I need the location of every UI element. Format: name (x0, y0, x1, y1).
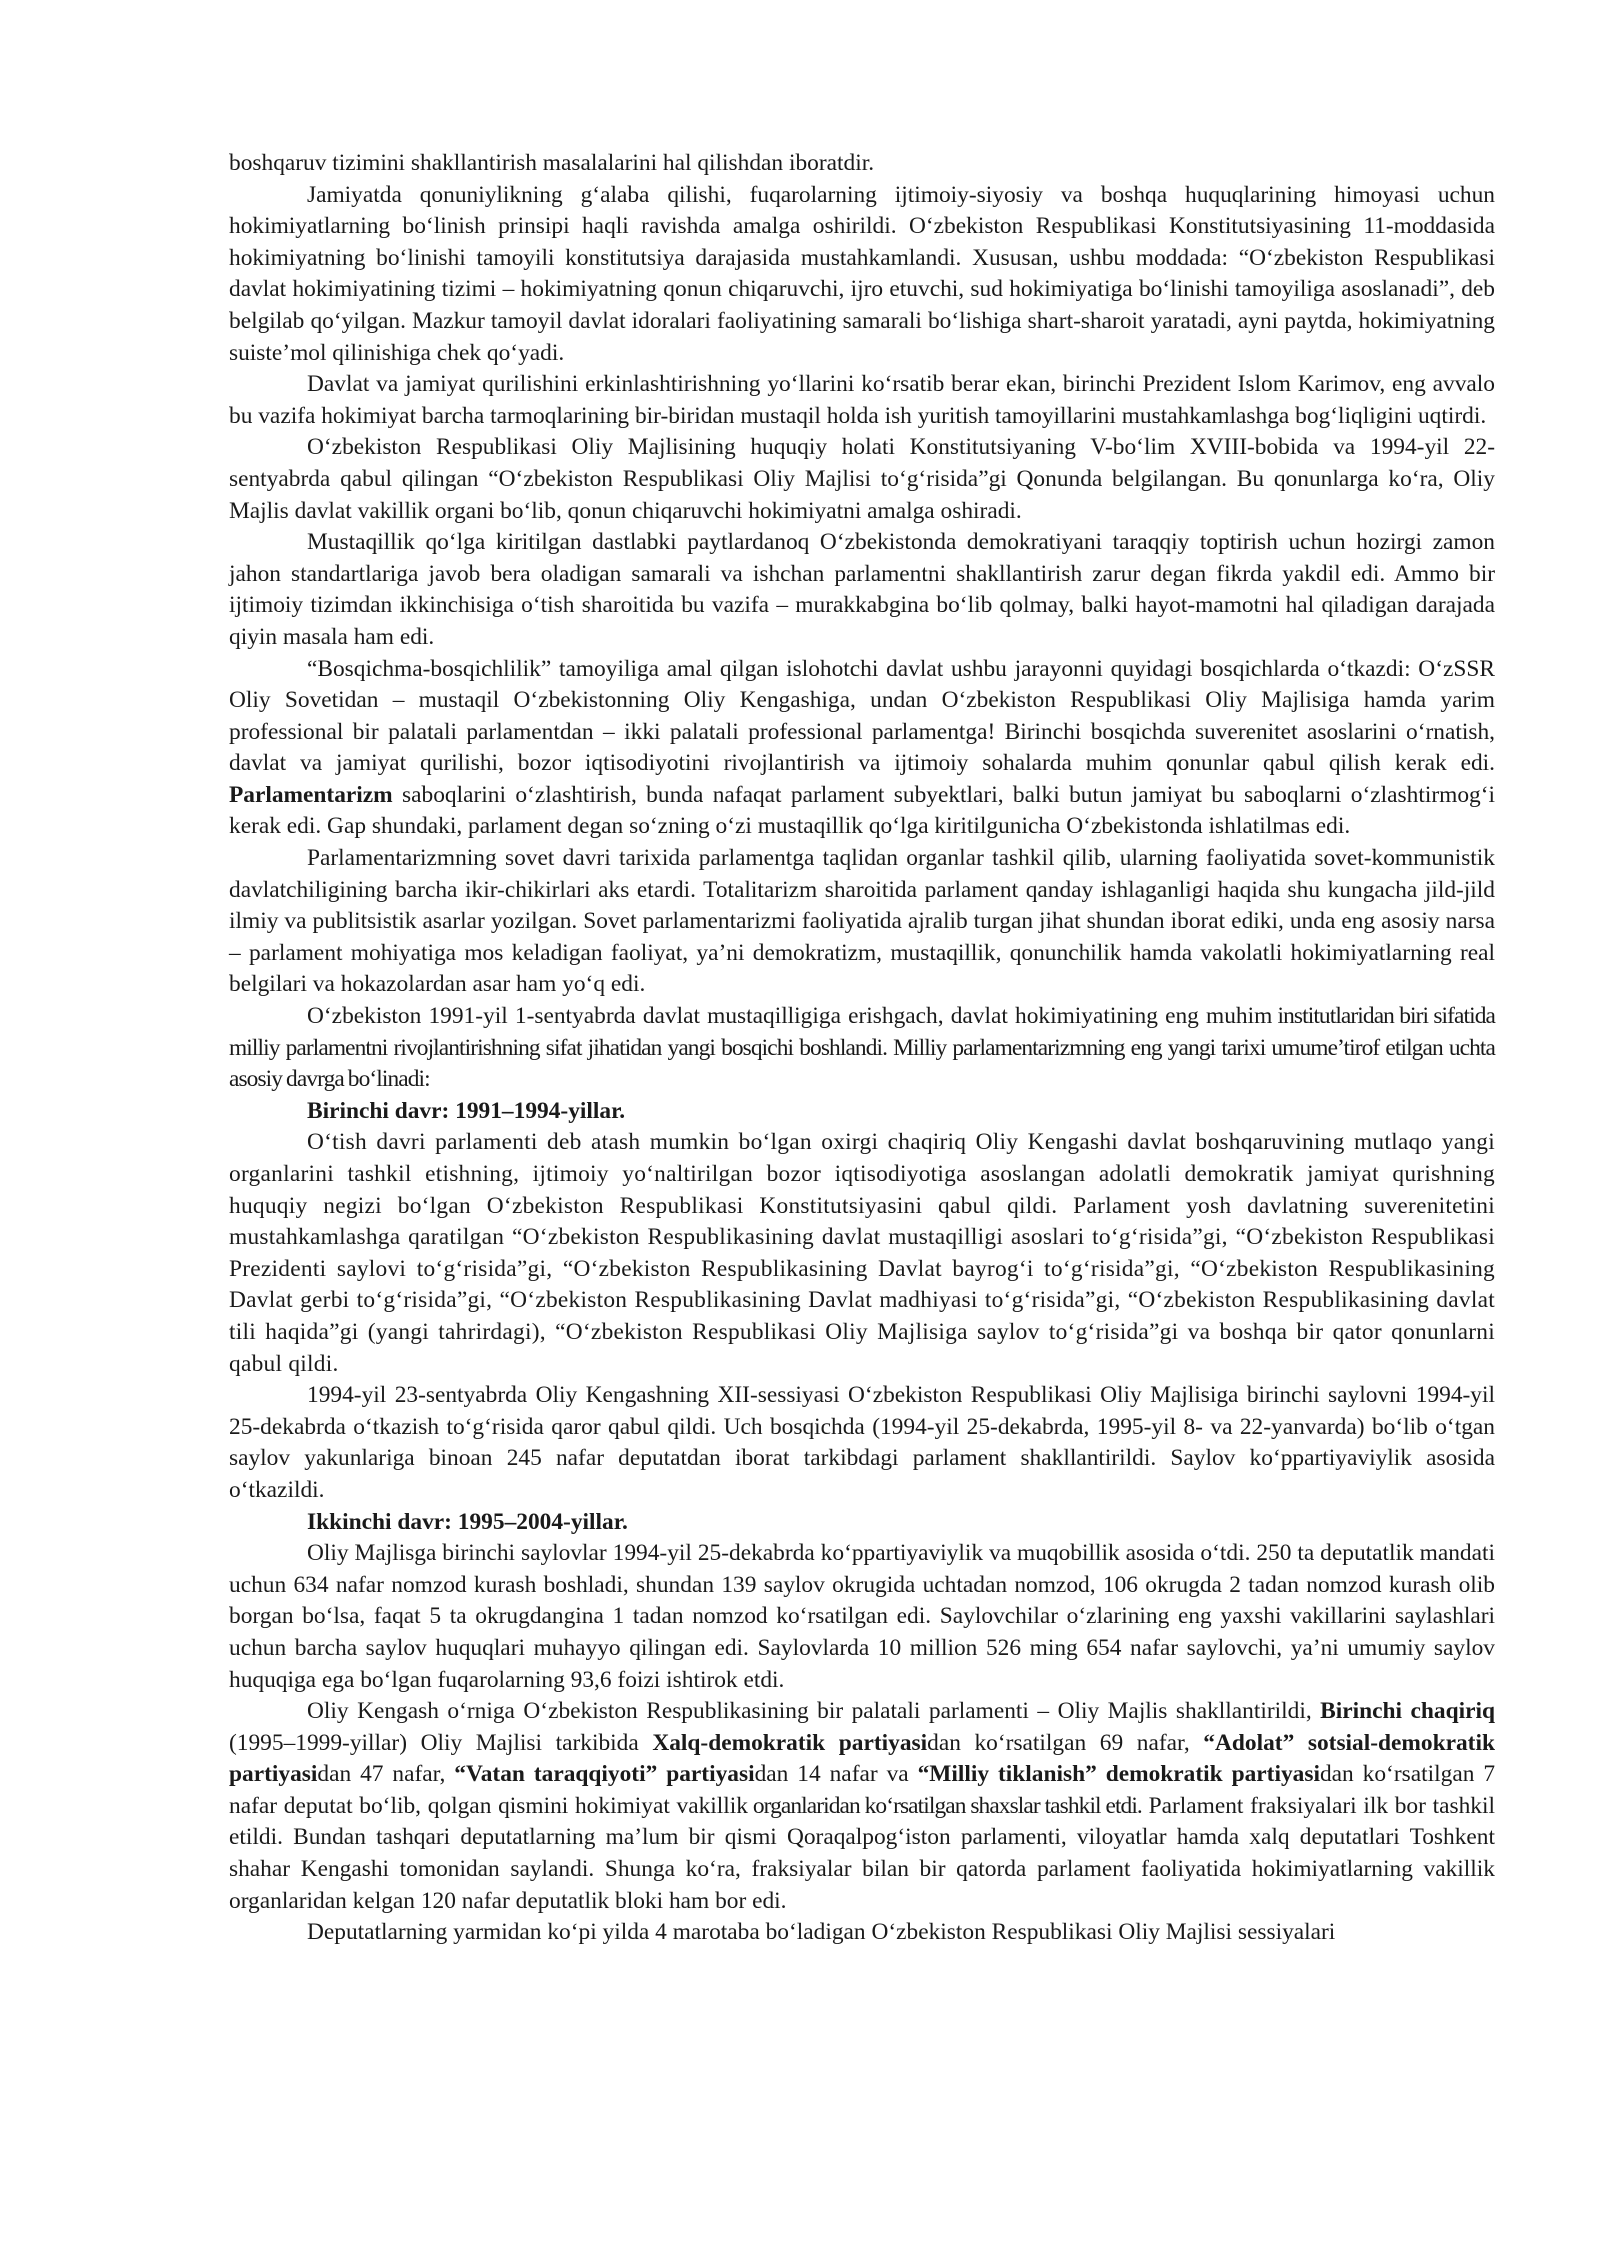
heading-first-period: Birinchi davr: 1991–1994-yillar. (307, 1097, 626, 1124)
term-milliy-tiklanish: “Milliy tiklanish” demokratik partiyasi (917, 1761, 1320, 1788)
factions-text-2: (1995–1999-yillar) Oliy Majlisi tarkibida (229, 1729, 653, 1756)
factions-text-5: dan 14 nafar va (754, 1761, 918, 1788)
paragraph-election-results: Oliy Majlisga birinchi saylovlar 1994-yil 25-dekabrda ko‘ppartiyaviylik va muqobillik asosida o‘tdi. 250 ta deputatlik mandati uchun 634 nafar nomzod kurash boshladi, shundan 139 saylov okrugida uchtadan nomzod, 106 okrugda 2 tadan nomzod kurash olib borgan bo‘lsa, faqat 5 ta okrugdangina 1 tadan nomzod ko‘rsatilgan edi. Saylovchilar o‘zlarining eng yaxshi vakillarini saylashlari uchun barcha saylov huquqlari muhayyo qilingan edi. Saylovlarda 10 million 526 ming 654 nafar saylovchi, ya’ni umumiy saylov huquqiga ega bo‘lgan fuqarolarning 93,6 foizi ishtirok etdi. (229, 1540, 1495, 1693)
factions-text-7: organlaridan ko‘rsatilgan shaxslar tashkil etdi. (748, 1792, 1142, 1819)
paragraph-first-election: 1994-yil 23-sentyabrda Oliy Kengashning XII-sessiyasi O‘zbekiston Respublikasi Oliy Majlisiga birinchi saylovni 1994-yil 25-dekabrda o‘tkazish to‘g‘risida qaror qabul qildi. Uch bosqichda (1994-yil 25-dekabrda, 1995-yil 8- va 22-yanvarda) bo‘lib o‘tgan saylov yakunlariga binoan 245 nafar deputatdan iborat tarkibdagi parlament shakllantirildi. Saylov ko‘ppartiyaviylik asosida o‘tkazildi. (229, 1382, 1495, 1503)
paragraph-transition-parliament: O‘tish davri parlamenti deb atash mumkin bo‘lgan oxirgi chaqiriq Oliy Kengashi davlat boshqaruvining mutlaqo yangi organlarini tashkil etishning, ijtimoiy yo‘naltirilgan bozor iqtisodiyotiga asoslangan adolatli demokratik jamiyat qurishning huquqiy negizi bo‘lgan O‘zbekiston Respublikasi Konstitutsiyasini qabul qildi. Parlament yosh davlatning suverenitetini mustahkamlashga qaratilgan “O‘zbekiston Respublikasining davlat mustaqilligi asoslari to‘g‘risida”gi, “O‘zbekiston Respublikasi Prezidenti saylovi to‘g‘risida”gi, “O‘zbekiston Respublikasining Davlat bayrog‘i to‘g‘risida”gi, “O‘zbekiston Respublikasining Davlat gerbi to‘g‘risida”gi, “O‘zbekiston Respublikasining Davlat madhiyasi to‘g‘risida”gi, “O‘zbekiston Respublikasining davlat tili haqida”gi (yangi tahrirdagi), “O‘zbekiston Respublikasi Oliy Majlisiga saylov to‘g‘risida”gi va boshqa bir qator qonunlarni qabul qildi. (229, 1129, 1495, 1377)
paragraph-karimov: Davlat va jamiyat qurilishini erkinlashtirishning yo‘llarini ko‘rsatib berar ekan, birinchi Prezident Islom Karimov, eng avvalo bu vazifa hokimiyat barcha tarmoqlarining bir-biridan mustaqil holda ish yuritish tamoyillarini mustahkamlashga bog‘liqligini uqtirdi. (229, 371, 1495, 429)
factions-text-1: Oliy Kengash o‘rniga O‘zbekiston Respublikasining bir palatali parlamenti – Oliy Majlis shakllantirildi, (307, 1698, 1321, 1725)
factions-text-3: dan ko‘rsatilgan 69 nafar, (927, 1729, 1204, 1756)
paragraph-stages (229, 654, 1495, 844)
term-vatan-taraqqiyoti: “Vatan taraqqiyoti” partiyasi (454, 1761, 755, 1788)
paragraph-factions (229, 1696, 1495, 1917)
paragraph-early-years: Mustaqillik qo‘lga kiritilgan dastlabki paytlardanoq O‘zbekistonda demokratiyani taraqqiy toptirish uchun hozirgi zamon jahon standartlariga javob bera oladigan samarali va ishchan parlamentni shakllantirish zarur degan fikrda yakdil edi. Ammo bir ijtimoiy tizimdan ikkinchisiga o‘tish sharoitida bu vazifa – murakkabgina bo‘lib qolmay, balki hayot-mamotni hal qiladigan darajada qiyin masala ham edi. (229, 529, 1495, 650)
paragraph-continuation: boshqaruv tizimini shakllantirish masalalarini hal qilishdan iboratdir. (229, 150, 875, 176)
paragraph-separation-of-powers: Jamiyatda qonuniylikning g‘alaba qilishi, fuqarolarning ijtimoiy-siyosiy va boshqa huquqlarining himoyasi uchun hokimiyatlarning bo‘linish prinsipi haqli ravishda amalga oshirildi. O‘zbekiston Respublikasi Konstitutsiyasining 11-moddasida hokimiyatning bo‘linishi tamoyili konstitutsiya darajasida mustahkamlandi. Xususan, ushbu moddada: “O‘zbekiston Respublikasi davlat hokimiyatining tizimi – hokimiyatning qonun chiqaruvchi, ijro etuvchi, sud hokimiyatiga bo‘linishi tamoyiliga asoslanadi”, deb belgilab qo‘yilgan. Mazkur tamoyil davlat idoralari faoliyatining samarali bo‘lishiga shart-sharoit yaratadi, ayni paytda, hokimiyatning suiste’mol qilinishiga chek qo‘yadi. (229, 181, 1495, 366)
term-xdp: Xalq-demokratik partiyasi (652, 1729, 928, 1756)
paragraph-stages-text-a: “Bosqichma-bosqichlilik” tamoyiliga amal qilgan islohotchi davlat ushbu jarayonni quyidagi bosqichlarda o‘tkazdi: O‘zSSR Oliy Sovetidan – mustaqil O‘zbekistonning Oliy Kengashiga, undan O‘zbekiston Respublikasi Oliy Majlisiga hamda yarim professional bir palatali parlamentdan – ikki palatali professional parlamentga! Birinchi bosqichda suverenitet asoslarini o‘rnatish, davlat va jamiyat qurilishi, bozor iqtisodiyotini rivojlantirish va ijtimoiy sohalarda muhim qonunlar qabul qilish kerak edi. (229, 655, 1495, 777)
term-parlamentarizm: Parlamentarizm (229, 781, 393, 808)
paragraph-stages-text-b: saboqlarini o‘zlashtirish, bunda nafaqat parlament subyektlari, balki butun jamiyat bu saboqlarni o‘zlashtirmog‘i kerak edi. Gap shundaki, parlament degan so‘zning o‘zi mustaqillik qo‘lga kiritilgunicha O‘zbekistonda ishlatilmas edi. (229, 781, 1495, 840)
factions-text-8: Parlament fraksiyalari ilk bor tashkil etildi. Bundan tashqari deputatlarning ma’lum bir qismi Qoraqalpog‘iston parlamenti, viloyatlar hamda xalq deputatlari Toshkent shahar Kengashi tomonidan saylandi. Shunga ko‘ra, fraksiyalar bilan bir qatorda parlament faoliyatida hokimiyatlarning vakillik organlaridan kelgan 120 nafar deputatlik bloki ham bor edi. (229, 1792, 1495, 1914)
factions-text-6: dan ko‘rsatilgan 7 nafar deputat bo‘lib, qolgan qismini hokimiyat vakillik (229, 1761, 1496, 1819)
factions-text-4: dan 47 nafar, (317, 1761, 455, 1788)
paragraph-soviet-era: Parlamentarizmning sovet davri tarixida parlamentga taqlidan organlar tashkil qilib, ularning faoliyatida sovet-kommunistik davlatchiligining barcha ikir-chikirlari aks etardi. Totalitarizm sharoitida parlament qanday ishlaganligi haqida shu kungacha jild-jild ilmiy va publitsistik asarlar yozilgan. Sovet parlamentarizmi faoliyatida ajralib turgan jihat shundan iborat ediki, unda eng asosiy narsa – parlament mohiyatiga mos keladigan faoliyat, ya’ni demokratizm, mustaqillik, qonunchilik hamda vakolatli hokimiyatlarning real belgilari va hokazolardan asar ham yo‘q edi. (229, 845, 1495, 998)
paragraph-legal-status: O‘zbekiston Respublikasi Oliy Majlisining huquqiy holati Konstitutsiyaning V-bo‘lim XVIII-bobida va 1994-yil 22-sentyabrda qabul qilingan “O‘zbekiston Respublikasi Oliy Majlisi to‘g‘risida”gi Qonunda belgilangan. Bu qonunlarga ko‘ra, Oliy Majlis davlat vakillik organi bo‘lib, qonun chiqaruvchi hokimiyatni amalga oshiradi. (229, 434, 1495, 524)
paragraph-deputies-sessions: Deputatlarning yarmidan ko‘pi yilda 4 marotaba bo‘ladigan O‘zbekiston Respublikasi Oliy Majlisi sessiyalari (307, 1919, 1336, 1946)
term-birinchi-chaqiriq: Birinchi chaqiriq (1320, 1698, 1495, 1725)
paragraph-independence (229, 1001, 1495, 1096)
paragraph-independence-text-a: O‘zbekiston 1991-yil 1-sentyabrda davlat mustaqilligiga erishgach, davlat hokimiyatining eng muhim (307, 1003, 1273, 1030)
heading-second-period: Ikkinchi davr: 1995–2004-yillar. (307, 1508, 628, 1535)
document-page (229, 148, 1495, 1949)
paragraph-independence-text-b: institutlaridan biri sifatida milliy parlamentni rivojlantirishning sifat jihatidan yangi bosqichi boshlandi. Milliy parlamentarizmning eng yangi tarixi umume’tirof etilgan uchta asosiy davrga bo‘linadi: (229, 1003, 1495, 1093)
term-adolat: “Adolat” sotsial-demokratik partiyasi (229, 1729, 1495, 1788)
